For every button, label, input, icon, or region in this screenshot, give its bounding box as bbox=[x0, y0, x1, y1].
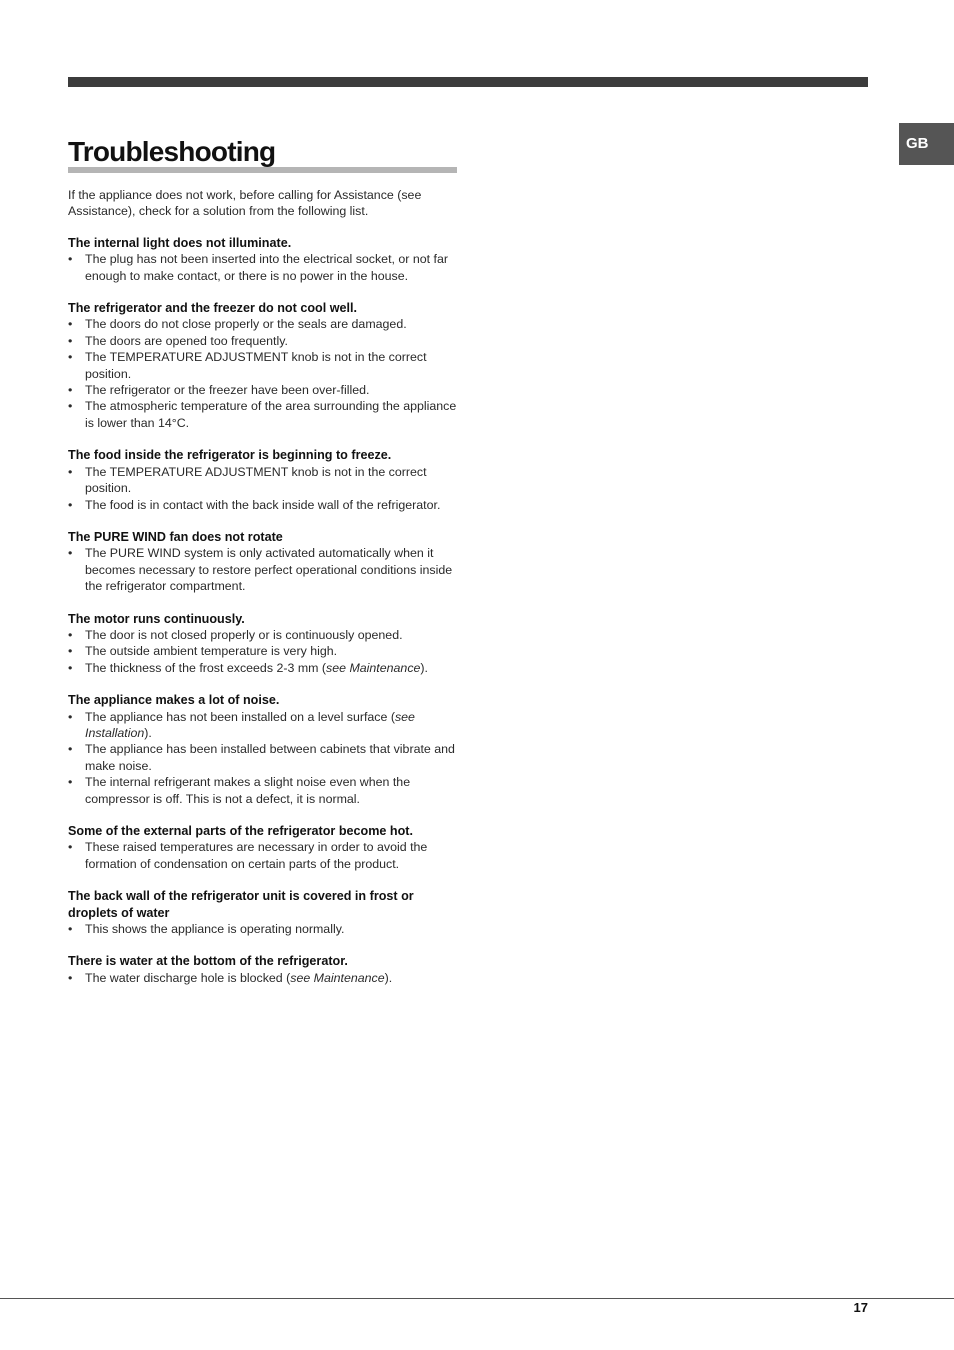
title-underline bbox=[68, 167, 457, 173]
list-item bbox=[68, 970, 460, 986]
troubleshooting-sections bbox=[68, 235, 460, 986]
section-list bbox=[68, 839, 460, 872]
list-item-text: The outside ambient temperature is very high. bbox=[85, 644, 338, 659]
troubleshooting-section bbox=[68, 953, 460, 986]
list-item-text-end: ). bbox=[384, 970, 393, 985]
list-item bbox=[68, 349, 460, 382]
list-item-text: The water discharge hole is blocked ( bbox=[85, 970, 291, 985]
list-item-text: The refrigerator or the freezer have been over-filled. bbox=[85, 383, 370, 398]
list-item-text: These raised temperatures are necessary in order to avoid the formation of condensation on certain parts of the product. bbox=[85, 840, 428, 871]
list-item-text: The plug has not been inserted into the electrical socket, or not far enough to make contact, or there is no power in the house. bbox=[85, 252, 448, 283]
cross-reference: see Installation bbox=[85, 709, 415, 740]
list-item bbox=[68, 398, 460, 431]
troubleshooting-content bbox=[68, 187, 460, 1002]
list-item bbox=[68, 464, 460, 497]
list-item-text-end: ). bbox=[420, 660, 428, 675]
section-list bbox=[68, 545, 460, 594]
section-heading: The food inside the refrigerator is beginning to freeze. bbox=[68, 448, 392, 463]
list-item-text: The atmospheric temperature of the area surrounding the appliance is lower than 14°C. bbox=[85, 399, 457, 430]
list-item-text: The doors do not close properly or the seals are damaged. bbox=[85, 317, 407, 332]
list-item-text: The internal refrigerant makes a slight noise even when the compressor is off. This is not a defect, it is normal. bbox=[85, 775, 411, 806]
section-list bbox=[68, 316, 460, 431]
list-item bbox=[68, 709, 460, 742]
troubleshooting-section bbox=[68, 888, 460, 937]
list-item bbox=[68, 643, 460, 659]
section-list bbox=[68, 970, 460, 986]
troubleshooting-section bbox=[68, 692, 460, 807]
cross-reference: see Maintenance bbox=[326, 660, 421, 675]
intro-paragraph: If the appliance does not work, before calling for Assistance (see Assistance), check for a solution from the following list. bbox=[68, 188, 422, 219]
list-item bbox=[68, 839, 460, 872]
section-list bbox=[68, 251, 460, 284]
section-list bbox=[68, 709, 460, 807]
list-item bbox=[68, 497, 460, 513]
troubleshooting-section bbox=[68, 300, 460, 431]
page-title: Troubleshooting bbox=[68, 136, 276, 167]
list-item bbox=[68, 545, 460, 594]
section-list bbox=[68, 627, 460, 676]
list-item-text: The TEMPERATURE ADJUSTMENT knob is not in the correct position. bbox=[85, 350, 427, 381]
section-heading: The motor runs continuously. bbox=[68, 611, 245, 626]
list-item bbox=[68, 627, 460, 643]
list-item-text: The TEMPERATURE ADJUSTMENT knob is not in the correct position. bbox=[85, 464, 427, 496]
page-number: 17 bbox=[853, 1300, 868, 1315]
list-item bbox=[68, 741, 460, 774]
section-heading: The refrigerator and the freezer do not cool well. bbox=[68, 301, 358, 316]
troubleshooting-section bbox=[68, 447, 460, 513]
top-rule bbox=[68, 77, 868, 87]
list-item-text: The food is in contact with the back inside wall of the refrigerator. bbox=[85, 497, 441, 512]
section-heading: The PURE WIND fan does not rotate bbox=[68, 529, 283, 544]
troubleshooting-section bbox=[68, 611, 460, 677]
section-heading: The appliance makes a lot of noise. bbox=[68, 693, 280, 708]
list-item bbox=[68, 316, 460, 332]
list-item bbox=[68, 774, 460, 807]
list-item-text: The appliance has been installed between cabinets that vibrate and make noise. bbox=[85, 742, 455, 773]
list-item bbox=[68, 251, 460, 284]
list-item bbox=[68, 921, 460, 937]
section-list bbox=[68, 464, 460, 513]
section-list bbox=[68, 921, 460, 937]
troubleshooting-section bbox=[68, 235, 460, 284]
section-heading: Some of the external parts of the refrigerator become hot. bbox=[68, 824, 413, 838]
list-item bbox=[68, 333, 460, 349]
list-item bbox=[68, 660, 460, 676]
section-heading: The internal light does not illuminate. bbox=[68, 235, 292, 250]
list-item-text: This shows the appliance is operating normally. bbox=[85, 922, 345, 937]
cross-reference: see Maintenance bbox=[290, 970, 385, 985]
troubleshooting-section bbox=[68, 529, 460, 595]
list-item-text-end: ). bbox=[144, 725, 152, 740]
list-item-text: The thickness of the frost exceeds 2-3 mm ( bbox=[85, 660, 327, 675]
section-heading: The back wall of the refrigerator unit is covered in frost or droplets of water bbox=[68, 889, 414, 920]
list-item bbox=[68, 382, 460, 398]
troubleshooting-section bbox=[68, 823, 460, 872]
bottom-rule bbox=[0, 1298, 954, 1299]
list-item-text: The PURE WIND system is only activated automatically when it becomes necessary to restore perfect operational conditions inside the refrigerator compartment. bbox=[85, 546, 453, 594]
language-tab: GB bbox=[899, 123, 954, 165]
list-item-text: The doors are opened too frequently. bbox=[85, 333, 288, 348]
list-item-text: The door is not closed properly or is continuously opened. bbox=[85, 627, 403, 642]
list-item-text: The appliance has not been installed on a level surface ( bbox=[85, 709, 395, 724]
section-heading: There is water at the bottom of the refrigerator. bbox=[68, 954, 348, 969]
